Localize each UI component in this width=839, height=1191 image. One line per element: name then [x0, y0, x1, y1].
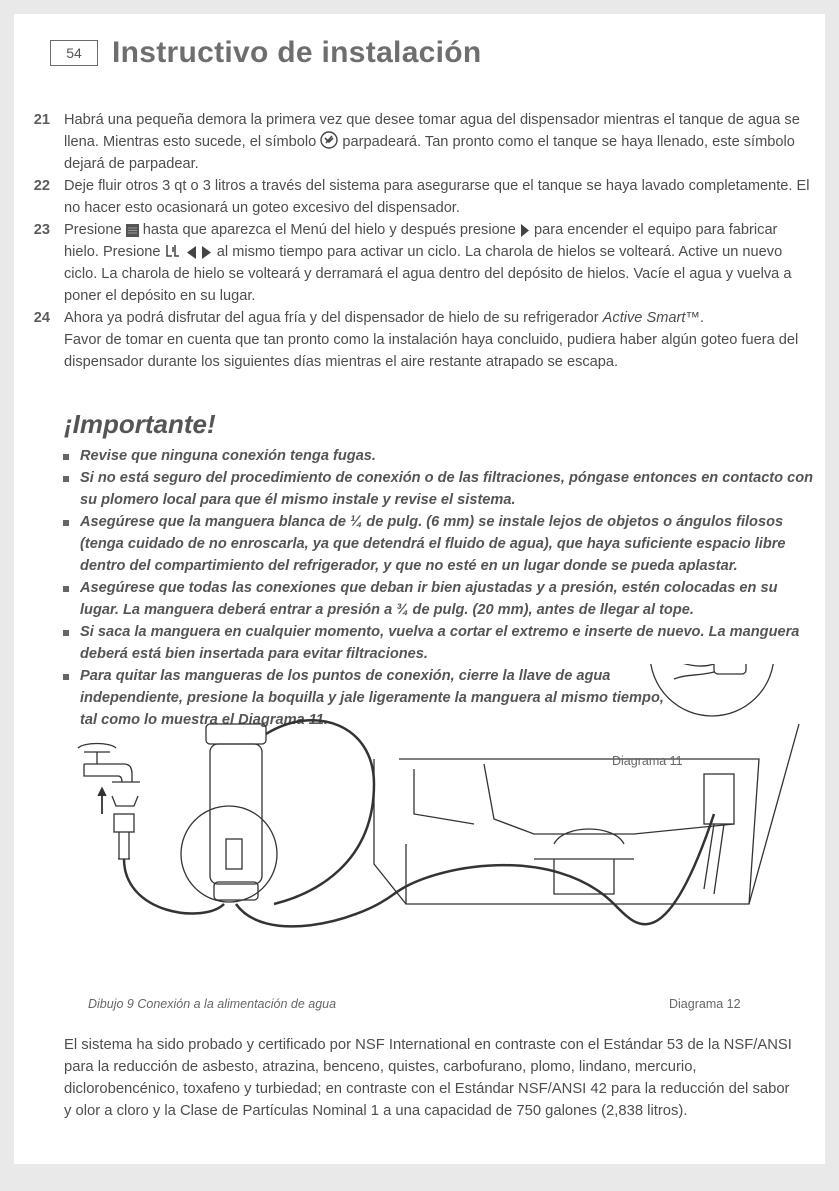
certification-paragraph: El sistema ha sido probado y certificado por NSF International en contraste con el Estándar 53 de la NSF/ANSI para la reducción de asbesto, atrazina, benceno, quistes, carbofurano, plomo, lindano, mercurio, diclorobencénico, toxafeno y turbiedad; en contraste con el Estándar NSF/ANSI 42 para la reducción del sabor y olor a cloro y la Clase de Partículas Nominal 1 a una capacidad de 750 galones (2,838 litros).: [64, 1037, 792, 1119]
brand-name: Active Smart™: [602, 310, 700, 326]
step-number: 23: [33, 222, 50, 238]
step-number: 24: [33, 310, 50, 326]
refrigerator-drawing: [374, 724, 799, 904]
step-22: [26, 175, 816, 219]
ice-dispenser-icon: [165, 243, 181, 259]
manual-page: [14, 14, 825, 1164]
list-item: Asegúrese que todas las conexiones que deban ir bien ajustadas y a presión, estén colocadas en su lugar. La manguera deberá entrar a presión a ¾ de pulg. (20 mm), antes de llegar al tope.: [26, 577, 816, 621]
page-header: [50, 36, 482, 70]
step-text-part: Ahora ya podrá disfrutar del agua fría y del dispensador de hielo de su refrigerador: [64, 310, 603, 326]
step-text-part: Favor de tomar en cuenta que tan pronto como la instalación haya concluido, pudiera haber algún goteo fuera del dispensador durante los siguientes días mientras el aire restante atrapado se escapa.: [64, 332, 799, 370]
page-title: Instructivo de instalación: [112, 36, 482, 69]
step-text-part: hasta que aparezca el Menú del hielo y después presione: [138, 222, 520, 238]
water-filter-drawing: [124, 720, 714, 926]
list-item: Si no está seguro del procedimiento de conexión o de las filtraciones, póngase entonces en contacto con su plomero local para que él mismo instale y revise el sistema.: [26, 467, 816, 511]
diagram-illustration: [14, 664, 825, 1024]
instruction-steps: [26, 109, 816, 373]
faucet-drawing: [78, 744, 140, 860]
list-item: Para quitar las mangueras de los puntos de conexión, cierre la llave de agua independiente, presione la boquilla y jale ligeramente la manguera al mismo tiempo, tal como lo muestra el Diagrama 11.: [26, 665, 680, 731]
step-text-part: Presione: [64, 222, 126, 238]
important-heading: ¡Importante!: [64, 409, 216, 439]
step-text-part: .: [699, 310, 705, 326]
step-24: [26, 307, 816, 373]
list-item: Si saca la manguera en cualquier momento, vuelva a cortar el extremo e inserte de nuevo. La manguera deberá está bien insertada para evitar filtraciones.: [26, 621, 816, 665]
dibujo-9-caption: Dibujo 9 Conexión a la alimentación de agua: [88, 997, 337, 1011]
step-text-part: parpadeará. Tan pronto como el tanque se haya llenado, este símbolo dejará de parpadear.: [64, 134, 795, 172]
lock-symbol-icon: [320, 131, 338, 149]
step-number: 21: [33, 112, 50, 128]
step-text: [64, 307, 816, 373]
step-21: [26, 109, 816, 175]
list-item: Asegúrese que la manguera blanca de ¼ de pulg. (6 mm) se instale lejos de objetos o ángulos filosos (tenga cuidado de no enroscarla, ya que detendrá el fluido de agua), que haya suficiente espacio libre dentro del compartimiento del refrigerador, y que no esté en un lugar donde se pueda aplastar.: [26, 511, 816, 577]
step-23: [26, 219, 816, 307]
diagram-11-closeup: [650, 664, 774, 716]
step-text-part: al mismo tiempo para activar un ciclo. La charola de hielos se volteará. Active un nuevo ciclo. La charola de hielo se volteará y derramará el agua dentro del depósito de hielos. Vacíe el agua y vuelva a poner el depósito en su lugar.: [64, 244, 792, 304]
page-number: 54: [50, 40, 98, 66]
right-arrow-icon: [520, 224, 530, 237]
step-text: [64, 109, 816, 175]
menu-square-icon: [126, 224, 139, 237]
step-text: [64, 219, 816, 307]
list-item: Revise que ninguna conexión tenga fugas.: [26, 445, 816, 467]
step-text-part: para encender el equipo para fabricar hielo. Presione: [64, 222, 778, 260]
step-number: 22: [33, 178, 50, 194]
diagram-11-label: Diagrama 11: [612, 754, 683, 768]
left-arrow-icon: [185, 246, 197, 259]
diagram-12-label: Diagrama 12: [669, 997, 741, 1011]
step-text: Deje fluir otros 3 qt o 3 litros a través del sistema para asegurarse que el tanque se haya lavado completamente. El no hacer esto ocasionará un goteo excesivo del dispensador.: [64, 178, 810, 216]
installation-diagrams: [14, 664, 825, 1024]
right-arrow-icon: [201, 246, 213, 259]
step-text-part: Habrá una pequeña demora la primera vez que desee tomar agua del dispensador mientras el tanque de agua se llena. Mientras esto sucede, el símbolo: [64, 112, 800, 150]
